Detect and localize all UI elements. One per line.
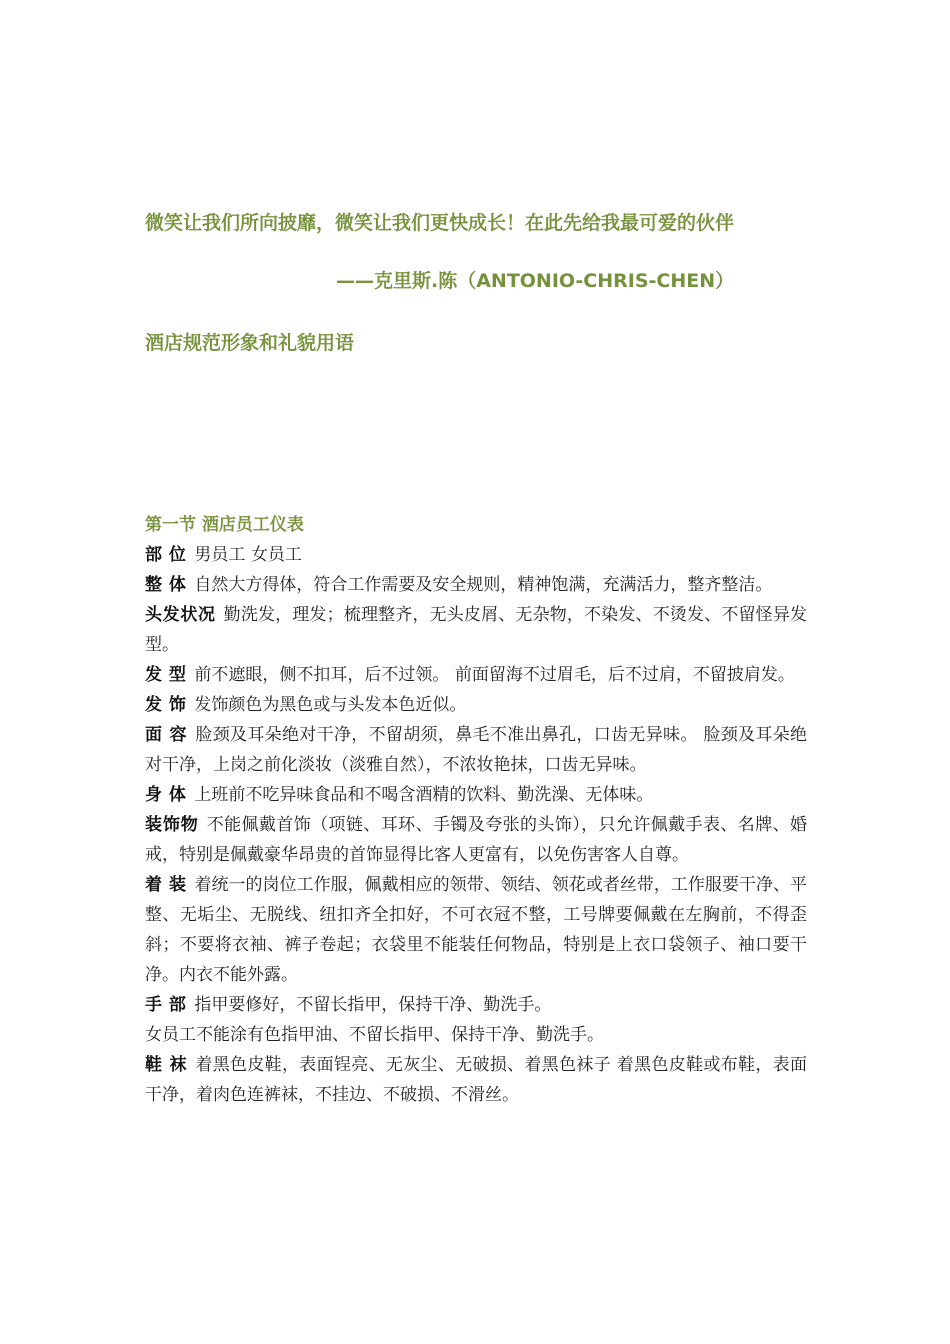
- entry-term: 发 饰: [145, 695, 187, 715]
- entry-hands: [145, 990, 807, 1020]
- entry-text: 前不遮眼，侧不扣耳，后不过领。 前面留海不过眉毛，后不过肩，不留披肩发。: [194, 665, 795, 685]
- entry-text: 自然大方得体，符合工作需要及安全规则，精神饱满，充满活力，整齐整洁。: [194, 575, 773, 595]
- entry-term: 着 装: [145, 875, 187, 895]
- entry-text: 发饰颜色为黑色或与头发本色近似。: [194, 695, 467, 715]
- entry-text: 男员工 女员工: [194, 545, 302, 565]
- entry-body: [145, 780, 807, 810]
- entry-body-part: [145, 540, 807, 570]
- entry-text: 上班前不吃异味食品和不喝含酒精的饮料、勤洗澡、无体味。: [194, 785, 654, 805]
- entry-shoes-socks: [145, 1050, 807, 1110]
- entry-term: 头发状况: [145, 605, 216, 625]
- entry-text: 着黑色皮鞋，表面锃亮、无灰尘、无破损、着黑色袜子 着黑色皮鞋或布鞋，表面干净，着肉色连裤袜，不挂边、不破损、不滑丝。: [145, 1055, 808, 1105]
- signature-text: ——克里斯.陈（ANTONIO-CHRIS-CHEN）: [336, 270, 735, 292]
- entry-hair-accessory: [145, 690, 807, 720]
- entry-term: 身 体: [145, 785, 187, 805]
- section-heading: 第一节 酒店员工仪表: [145, 515, 304, 535]
- entry-term: 鞋 袜: [145, 1055, 188, 1075]
- entry-term: 装饰物: [145, 815, 199, 835]
- motto-text: 微笑让我们所向披靡，微笑让我们更快成长！在此先给我最可爱的伙伴: [145, 212, 735, 234]
- entry-term: 发 型: [145, 665, 187, 685]
- entry-text: 女员工不能涂有色指甲油、不留长指甲、保持干净、勤洗手。: [145, 1025, 604, 1045]
- entry-text: 指甲要修好，不留长指甲，保持干净、勤洗手。: [194, 995, 552, 1015]
- entry-term: 手 部: [145, 995, 187, 1015]
- entry-overall: [145, 570, 807, 600]
- section-content: [145, 540, 807, 1110]
- entry-text: 勤洗发，理发；梳理整齐，无头皮屑、无杂物，不染发、不烫发、不留怪异发型。: [145, 605, 808, 655]
- document-title: 酒店规范形象和礼貌用语: [145, 332, 355, 354]
- entry-text: 脸颈及耳朵绝对干净，不留胡须，鼻毛不准出鼻孔，口齿无异味。 脸颈及耳朵绝对干净，上岗之前化淡妆（淡雅自然），不浓妆艳抹，口齿无异味。: [145, 725, 808, 775]
- entry-hair-condition: [145, 600, 807, 660]
- entry-term: 部 位: [145, 545, 187, 565]
- entry-attire: [145, 870, 807, 990]
- entry-text: 着统一的岗位工作服，佩戴相应的领带、领结、领花或者丝带，工作服要干净、平整、无垢尘、无脱线、纽扣齐全扣好，不可衣冠不整，工号牌要佩戴在左胸前，不得歪斜；不要将衣袖、裤子卷起；衣袋里不能装任何物品，特别是上衣口袋领子、袖口要干净。内衣不能外露。: [145, 875, 807, 985]
- entry-hands-female: [145, 1020, 807, 1050]
- entry-face: [145, 720, 807, 780]
- entry-text: 不能佩戴首饰（项链、耳环、手镯及夸张的头饰），只允许佩戴手表、名牌、婚戒，特别是佩戴豪华昂贵的首饰显得比客人更富有，以免伤害客人自尊。: [145, 815, 808, 865]
- entry-hairstyle: [145, 660, 807, 690]
- entry-accessories: [145, 810, 807, 870]
- entry-term: 面 容: [145, 725, 188, 745]
- entry-term: 整 体: [145, 575, 187, 595]
